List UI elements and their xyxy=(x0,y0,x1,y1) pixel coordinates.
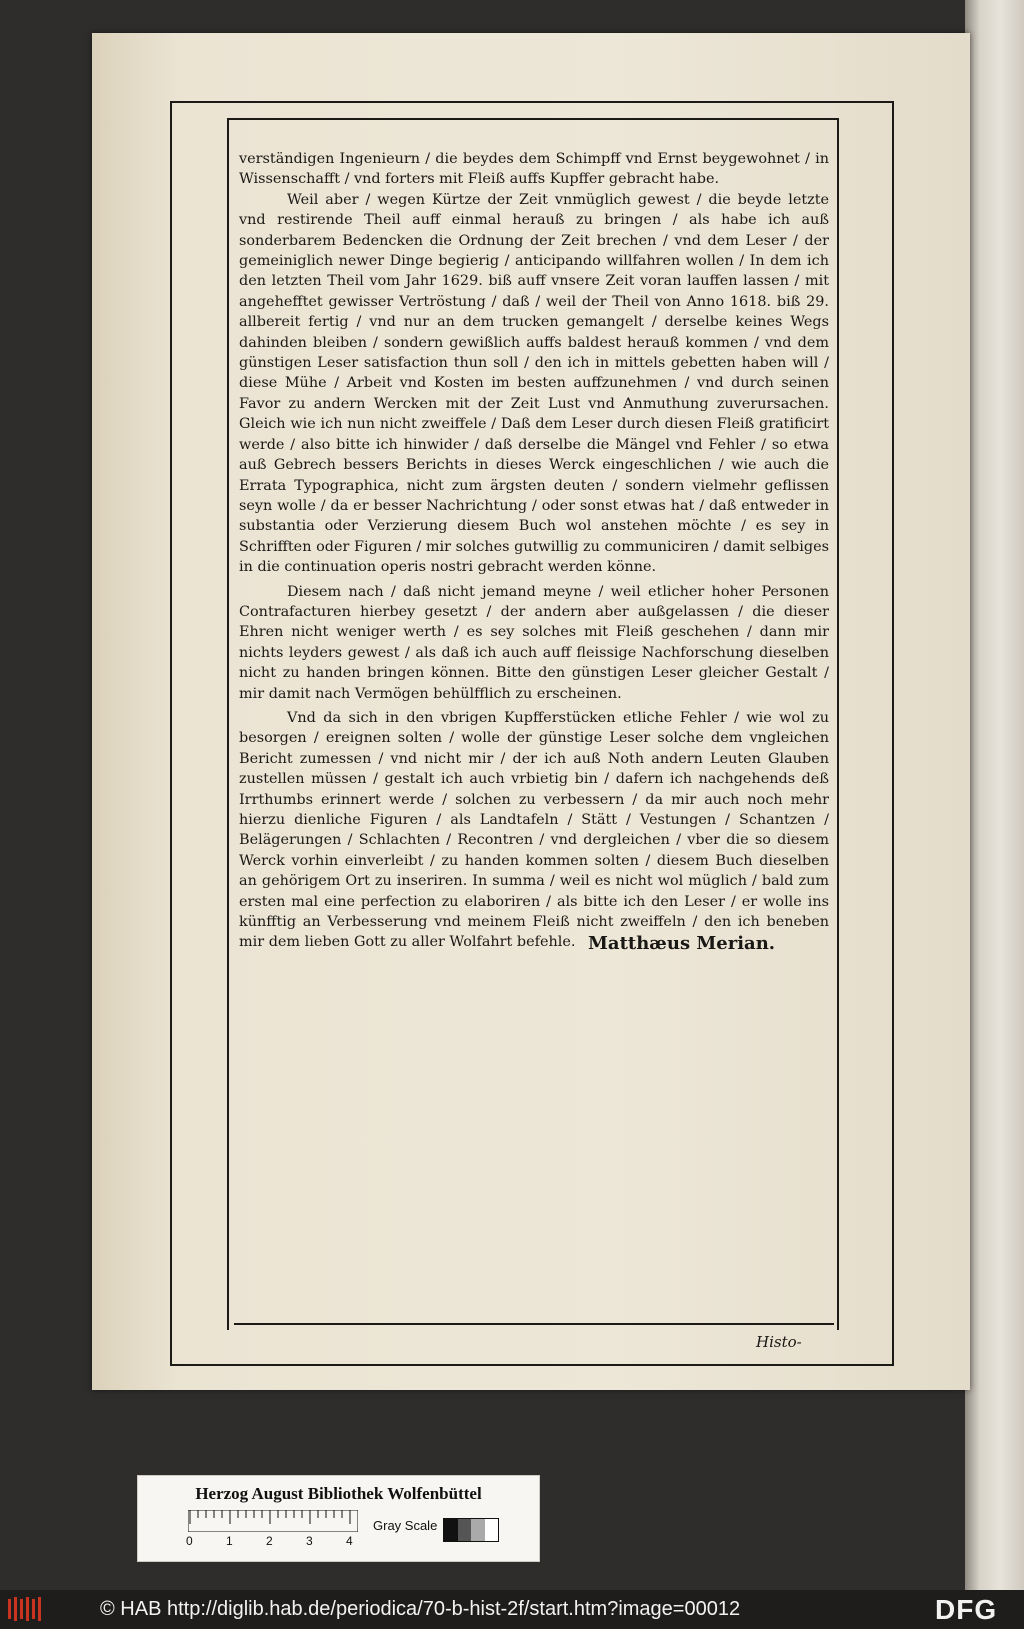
ruler-number-3: 3 xyxy=(306,1534,313,1548)
ruler-number-1: 1 xyxy=(226,1534,233,1548)
paragraph-4: Vnd da sich in den vbrigen Kupfferstücken etliche Fehler / wie wol zu besorgen / ereignen solten / wolle der günstige Leser solche dem vngleichen Bericht zumessen / vnd nicht mir / der ich auß Noth andern Leuten Glauben zustellen müssen / gestalt ich auch vrbietig bin / dafern ich nachgehends deß Irrthumbs erinnert werde / solchen zu verbessern / da mir auch noch mehr hierzu dienliche Figuren / als Landtafeln / Stätt / Vestungen / Schantzen / Belägerungen / Schlachten / Recontren / vnd dergleichen / vber die so diesem Werck vorhin einverleibt / zu handen kommen solten / diesem Buch dieselben an gehörigem Ort zu inseriren. In summa / weil es nicht wol müglich / bald zum ersten mal eine perfection zu elaboriren / als bitte ich den Leser / er wolle ins künfftig an Verbesserung vnd meinem Fleiß nicht zweiffeln / den ich beneben mir dem lieben Gott zu aller Wolfahrt befehle. xyxy=(239,709,829,951)
paragraph-2: Weil aber / wegen Kürtze der Zeit vnmüglich gewest / die beyde letzte vnd restirende Theil auff einmal herauß zu bringen / als habe ich auß sonderbarem Bedencken die Ordnung der Zeit brechen / vnd dem Leser / der gemeiniglich newer Dinge begierig / anticipando willfahren wollen / In dem ich den letzten Theil vom Jahr 1629. biß auff vnsere Zeit voran lauffen lassen / mit angehefftet gewisser Vertröstung / daß / weil der Theil von Anno 1618. biß 29. allbereit fertig / vnd nur an dem trucken gemangelt / derselbe keines Wegs dahinden bleiben / sondern gewißlich auffs baldest herauß kommen / vnd dem günstigen Leser satisfaction thun soll / den ich in mittels gebetten haben will / diese Mühe / Arbeit vnd Kosten im besten auffzunehmen / vnd durch seinen Favor zu andern Wercken mit der Zeit Lust vnd Anmuthung zuverursachen. Gleich wie ich nun nicht zweiffele / Daß dem Leser durch diesen Fleiß gratificirt werde / also bitte ich hinwider / daß derselbe die Mängel vnd Fehler / so etwa auß Gebrech bessers Berichts in dieses Werck eingeschlichen / wie auch die Errata Typographica, nicht zum ärgsten deuten / sondern vielmehr geflissen seyn wolle / da er besser Nachrichtung / oder sonst etwas hat / daß entweder in substantia oder Verzierung diesem Buch wol anstehen möchte / es sey in Schrifften oder Figuren / mir solches gutwillig zu communiciren / damit selbiges in die continuation operis nostri gebracht werden könne. xyxy=(239,191,829,576)
gray-scale-label: Gray Scale xyxy=(373,1518,438,1533)
catchword: Histo- xyxy=(756,1333,802,1351)
ruler-number-2: 2 xyxy=(266,1534,273,1548)
library-name: Herzog August Bibliothek Wolfenbüttel xyxy=(195,1484,482,1503)
document-page xyxy=(92,33,970,1390)
signature: Matthæus Merian. xyxy=(588,933,776,954)
paragraph-3: Diesem nach / daß nicht jemand meyne / weil etlicher hoher Personen Contrafacturen hierbey gesetzt / der andern aber außgelassen / die dieser Ehren nicht weniger werth / es sey solches mit Fleiß geschehen / dann mir nichts leyders gewest / als daß ich auch auff fleissige Nachforschung dieselben nicht zu handen bringen können. Bitte den günstigen Leser gleicher Gestalt / mir damit nach Vermögen behülfflich zu erscheinen. xyxy=(239,583,829,702)
body-text xyxy=(239,149,829,953)
paragraph-1: verständigen Ingenieurn / die beydes dem Schimpff vnd Ernst beygewohnet / in Wissenschafft / vnd forters mit Fleiß auffs Kupffer gebracht habe. xyxy=(239,151,829,188)
scale-ruler-icon xyxy=(188,1510,358,1532)
ruler-number-0: 0 xyxy=(186,1534,193,1548)
library-label-card xyxy=(137,1475,540,1562)
citation-link[interactable]: © HAB http://diglib.hab.de/periodica/70-b-hist-2f/start.htm?image=00012 xyxy=(100,1598,741,1620)
gray-scale-swatch xyxy=(443,1518,499,1542)
facing-page-edge xyxy=(965,0,1024,1590)
ruler-number-4: 4 xyxy=(346,1534,353,1548)
hab-logo-icon xyxy=(6,1596,46,1622)
bottom-rule xyxy=(234,1323,834,1325)
footer-bar xyxy=(0,1590,1024,1629)
dfg-logo: DFG xyxy=(935,1594,998,1625)
